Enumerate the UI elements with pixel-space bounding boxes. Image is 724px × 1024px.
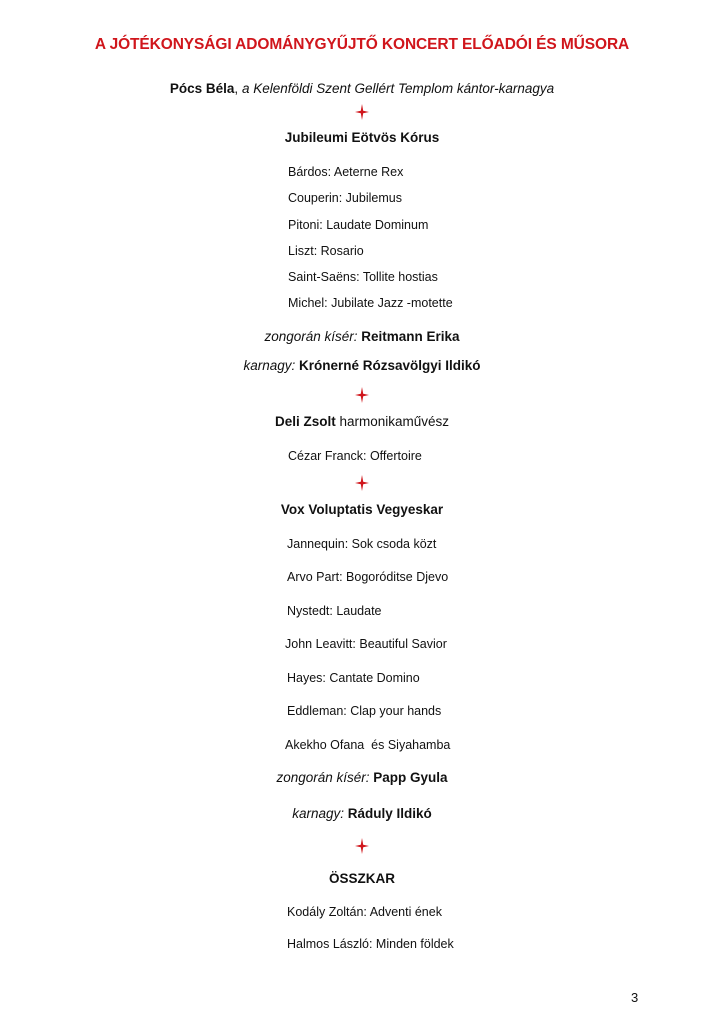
program-item: Arvo Part: Bogoróditse Djevo	[287, 570, 449, 584]
accompanist-name: Reitmann Erika	[361, 329, 460, 344]
program-item: Couperin: Jubilemus	[288, 191, 402, 205]
program-item: Cézar Franck: Offertoire	[288, 449, 422, 463]
page-number: 3	[631, 990, 639, 1005]
accompanist-label: zongorán kísér:	[276, 770, 370, 785]
program-item: Michel: Jubilate Jazz -motette	[288, 296, 453, 310]
accompanist-label: zongorán kísér:	[264, 329, 358, 344]
performer-role: harmonikaművész	[339, 414, 450, 429]
program-item: Kodály Zoltán: Adventi ének	[287, 905, 442, 919]
intro-separator: ,	[234, 81, 239, 96]
star-icon	[0, 838, 724, 854]
section-heading-vox: Vox Voluptatis Vegyeskar	[280, 502, 444, 517]
program-item: Saint-Saëns: Tollite hostias	[288, 270, 438, 284]
program-item: Hayes: Cantate Domino	[287, 671, 420, 685]
program-item: Akekho Ofana és Siyahamba	[285, 738, 451, 752]
program-item: Bárdos: Aeterne Rex	[288, 165, 404, 179]
star-icon	[0, 475, 724, 491]
conductor-name: Ráduly Ildikó	[347, 806, 432, 821]
intro-line	[0, 81, 724, 96]
performer-name: Deli Zsolt	[274, 414, 336, 429]
section-heading-osszkar: ÖSSZKAR	[328, 871, 395, 886]
star-icon	[0, 387, 724, 403]
accompanist-line	[0, 770, 724, 785]
conductor-label: karnagy:	[243, 358, 296, 373]
conductor-line	[0, 358, 724, 373]
accompanist-line	[0, 329, 724, 344]
conductor-label: karnagy:	[292, 806, 344, 821]
program-item: Pitoni: Laudate Dominum	[288, 218, 429, 232]
conductor-name: Krónerné Rózsavölgyi Ildikó	[299, 358, 481, 373]
performer-line	[0, 414, 724, 429]
page-title: A JÓTÉKONYSÁGI ADOMÁNYGYŰJTŐ KONCERT ELŐADÓI ÉS MŰSORA	[94, 36, 630, 53]
program-item: Eddleman: Clap your hands	[287, 704, 442, 718]
star-icon	[0, 104, 724, 120]
accompanist-name: Papp Gyula	[373, 770, 448, 785]
section-heading-jubileumi: Jubileumi Eötvös Kórus	[284, 130, 440, 145]
intro-role: a Kelenföldi Szent Gellért Templom kántor-karnagya	[241, 81, 555, 96]
intro-name: Pócs Béla	[169, 81, 235, 96]
program-item: Nystedt: Laudate	[287, 604, 382, 618]
program-item: Jannequin: Sok csoda közt	[287, 537, 437, 551]
program-item: Liszt: Rosario	[288, 244, 364, 258]
program-item: Halmos László: Minden földek	[287, 937, 454, 951]
program-item: John Leavitt: Beautiful Savior	[285, 637, 447, 651]
conductor-line	[0, 806, 724, 821]
